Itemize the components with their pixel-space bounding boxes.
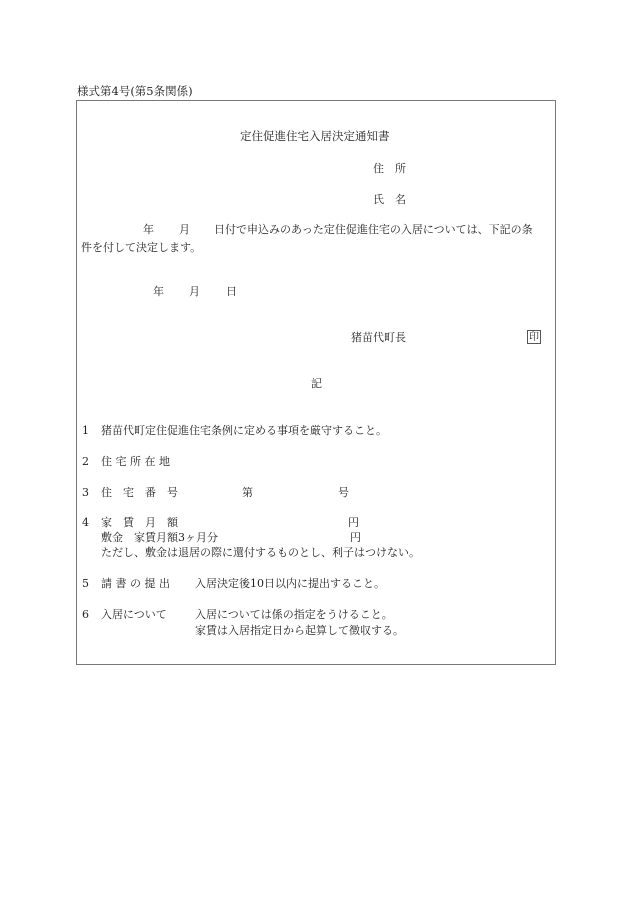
item-4-note: ただし、敷金は退居の際に還付するものとし、利子はつけない。 [101, 546, 420, 559]
issue-year: 年 [153, 285, 164, 298]
form-number-label: 様式第4号(第5条関係) [77, 84, 193, 98]
item-4-deposit-yen: 円 [350, 531, 361, 544]
item-6-number: 6 [82, 608, 89, 621]
issue-day: 日 [226, 285, 237, 298]
item-4-number: 4 [82, 516, 89, 529]
item-4-yen: 円 [348, 516, 359, 529]
item-6-text2: 家賃は入居指定日から起算して徴収する。 [195, 624, 404, 637]
intro-line1: 日付で申込みのあった定住促進住宅の入居については、下記の条 [214, 223, 533, 236]
item-6-text: 入居については係の指定をうけること。 [195, 608, 393, 621]
seal-stamp: 印 [529, 332, 539, 343]
item-4-deposit-label: 敷金 家賃月額3ヶ月分 [101, 531, 218, 544]
ki-heading: 記 [311, 377, 322, 390]
document-title: 定住促進住宅入居決定通知書 [240, 129, 390, 143]
item-3-dai: 第 [242, 486, 253, 499]
item-2-label: 住 宅 所 在 地 [101, 455, 170, 468]
item-3-go: 号 [338, 486, 349, 499]
item-5-text: 入居決定後10日以内に提出すること。 [195, 577, 385, 590]
item-5-number: 5 [82, 577, 89, 590]
item-4-label: 家 賃 月 額 [101, 516, 178, 529]
item-5-label: 請 書 の 提 出 [101, 577, 170, 590]
item-2-number: 2 [82, 455, 89, 468]
item-3-label: 住 宅 番 号 [101, 486, 178, 499]
intro-line2: 件を付して決定します。 [81, 241, 202, 254]
item-6-label: 入居について [101, 608, 167, 621]
issue-month: 月 [189, 285, 200, 298]
address-label: 住 所 [373, 162, 406, 175]
name-label: 氏 名 [373, 193, 406, 206]
item-3-number: 3 [82, 486, 89, 499]
intro-month: 月 [179, 223, 190, 236]
item-1-number: 1 [82, 424, 89, 437]
intro-year: 年 [143, 223, 154, 236]
issuer-name: 猪苗代町長 [351, 331, 406, 344]
item-1-text: 猪苗代町定住促進住宅条例に定める事項を厳守すること。 [101, 424, 387, 437]
